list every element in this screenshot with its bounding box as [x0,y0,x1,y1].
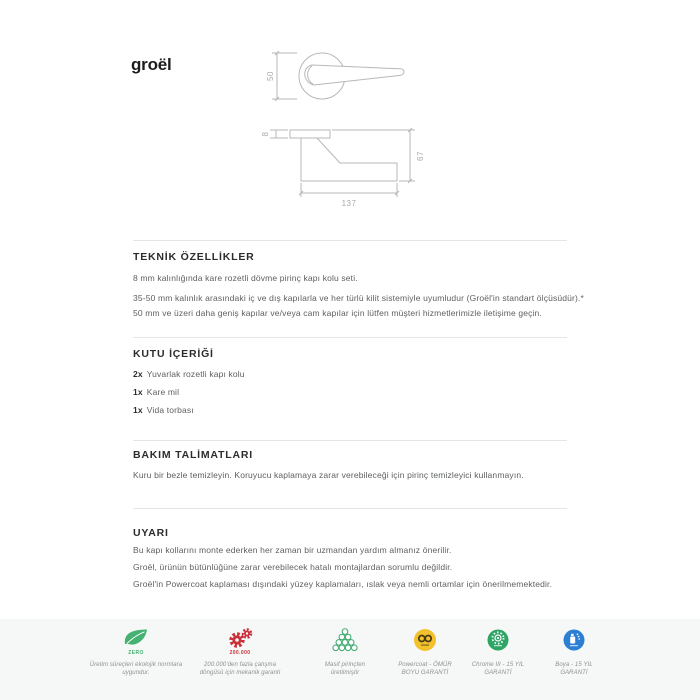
box-item [133,367,245,382]
door-handle-drawing [250,40,435,210]
technical-paragraph-2-line-1: 35-50 mm kalınlık arasındaki iç ve dış kapılarla ve her türlü kilit sistemiyle uyumludur (Groël'in standart ölçüsüdür).* [133,293,584,303]
care-paragraph: Kuru bir bezle temizleyin. Koruyucu kaplamaya zarar verebileceği için pirinç temizleyici kullanmayın. [133,470,524,480]
paint-seal-icon [519,627,629,657]
dim-handle-height: 67 [416,151,425,161]
dim-rosette-thickness: 8 [261,131,270,137]
badge-eco [81,627,191,677]
drawing-top-view [272,51,404,101]
badge-mechanical-warranty [185,627,295,677]
box-item-label: Yuvarlak rozetli kapı kolu [146,369,245,379]
divider [133,508,567,509]
section-title-care: BAKIM TALİMATLARI [133,449,253,461]
box-item-label: Kare mil [146,387,180,397]
technical-paragraph-2-line-2: 50 mm ve üzeri daha geniş kapılar ve/veya cam kapılar için lütfen müşteri hizmetlerimizle iletişime geçin. [133,308,542,318]
drawing-side-view [270,128,415,197]
divider [133,240,567,241]
warning-line: Groël'in Powercoat kaplaması dışındaki yüzey kaplamaları, ıslak veya nemli ortamlar için önerilmemektedir. [133,579,553,589]
gears-icon [185,627,295,657]
brand-logo: groël [131,55,172,74]
box-item-qty: 2x [133,369,143,379]
box-item [133,385,179,400]
dim-handle-length: 137 [341,199,357,208]
box-item-label: Vida torbası [146,405,194,415]
box-item-qty: 1x [133,387,143,397]
technical-paragraph-1: 8 mm kalınlığında kare rozetli dövme pirinç kapı kolu seti. [133,273,358,283]
gears-cycles-label: 200.000 [229,650,251,656]
badge-paint-warranty [519,627,629,677]
technical-drawing [250,40,435,210]
badge-caption: Powercoat - ÖMÜR BOYU GARANTİ [398,662,452,676]
badge-caption: 200.000'den fazla çalışma döngüsü için mekanik garanti [199,662,281,676]
eco-leaf-icon [81,627,191,657]
divider [133,440,567,441]
box-item-qty: 1x [133,405,143,415]
section-title-warning: UYARI [133,527,169,539]
badge-caption: Chrome III - 15 YIL GARANTİ [471,662,525,676]
section-title-box-contents: KUTU İÇERİĞİ [133,348,214,360]
eco-zero-label: ZERO [128,650,144,656]
box-item [133,403,194,418]
badge-caption: Boya - 15 YIL GARANTİ [555,662,593,676]
section-title-technical: TEKNİK ÖZELLİKLER [133,251,255,263]
badge-caption: Üretim süreçleri ekolojik normlara uygundur. [89,662,183,676]
technical-paragraph-2 [133,291,584,321]
divider [133,337,567,338]
warning-line: Bu kapı kollarını monte ederken her zaman bir uzmandan yardım almanız önerilir. [133,545,452,555]
dim-rosette-diameter: 50 [266,71,275,81]
warning-line: Groël, ürünün bütünlüğüne zarar verebilecek hatalı montajlardan sorumlu değildir. [133,562,453,572]
badge-caption: Masif pirinçten üretilmiştir [324,662,366,676]
